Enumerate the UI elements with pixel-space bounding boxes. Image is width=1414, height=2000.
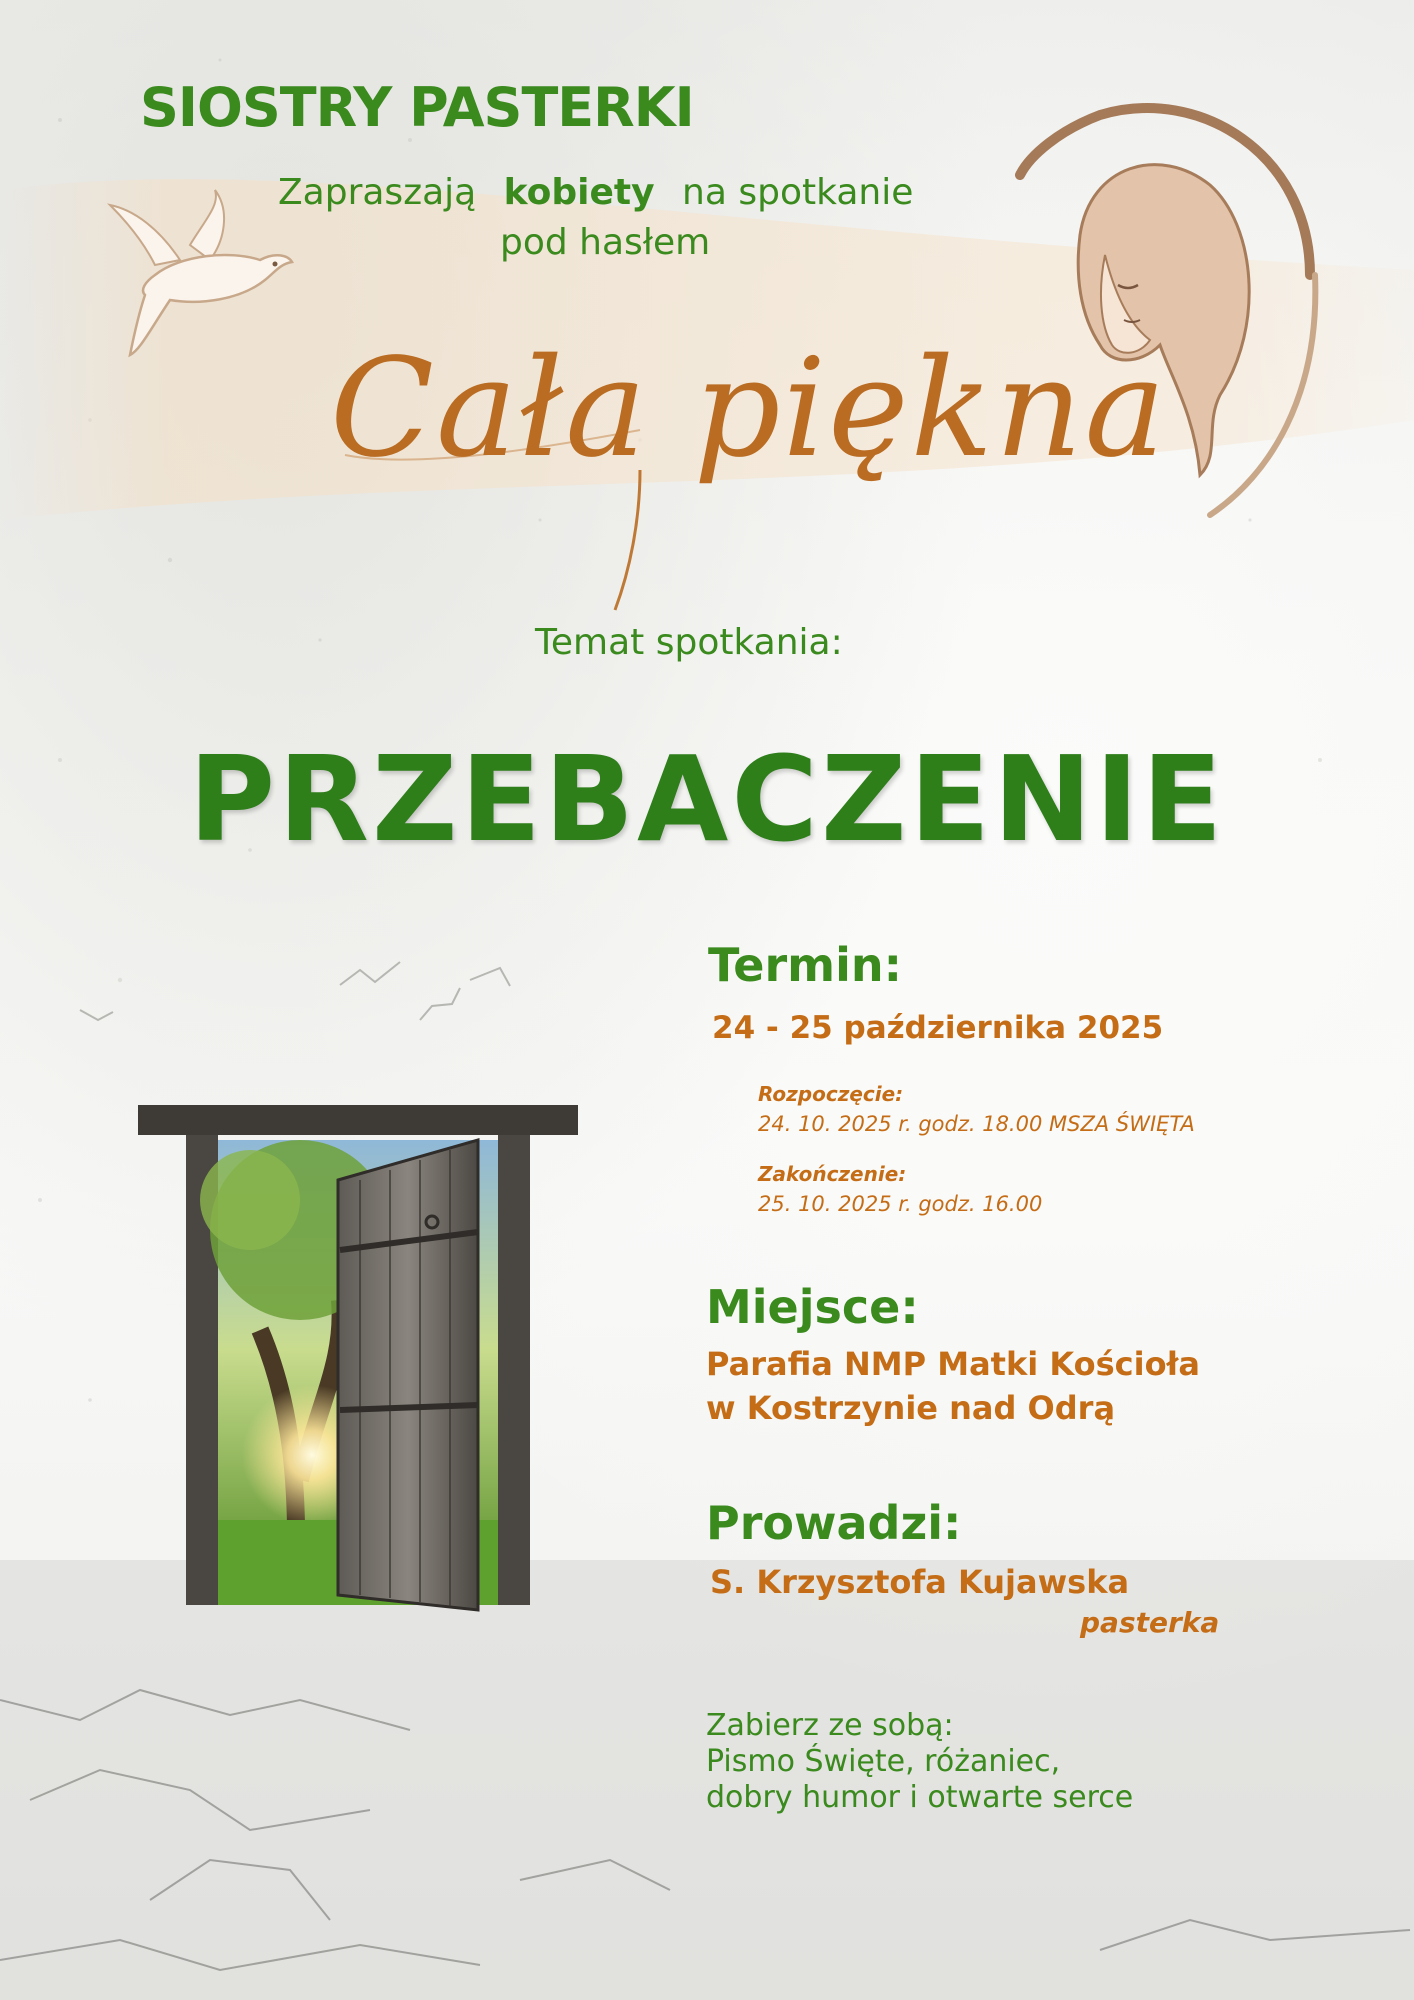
bring-line-2: Pismo Święte, różaniec, <box>706 1744 1061 1779</box>
invitation-prefix: Zapraszają <box>278 172 477 213</box>
topic-title: PRZEBACZENIE <box>188 730 1226 868</box>
motto-script-title: Cała piękna <box>330 330 1168 488</box>
term-heading: Termin: <box>708 938 902 992</box>
bring-line-1: Zabierz ze sobą: <box>706 1708 954 1743</box>
place-line-1: Parafia NMP Matki Kościoła <box>706 1345 1201 1383</box>
invitation-suffix: na spotkanie <box>682 172 914 213</box>
invitation-emphasis: kobiety <box>503 172 655 213</box>
place-line-2: w Kostrzynie nad Odrą <box>706 1389 1116 1427</box>
bring-list <box>706 1708 1133 1816</box>
start-label: Rozpoczęcie: <box>758 1082 904 1106</box>
place-heading: Miejsce: <box>706 1280 919 1334</box>
bring-line-3: dobry humor i otwarte serce <box>706 1780 1134 1815</box>
term-dates: 24 - 25 października 2025 <box>712 1010 1164 1046</box>
door-illustration <box>138 1105 578 1610</box>
leader-name: S. Krzysztofa Kujawska <box>710 1563 1130 1601</box>
leader-heading: Prowadzi: <box>706 1496 962 1550</box>
invitation-line-1 <box>278 172 913 213</box>
invitation-line-2: pod hasłem <box>500 222 711 263</box>
organization-title: SIOSTRY PASTERKI <box>140 76 694 139</box>
place-value <box>706 1342 1200 1430</box>
end-label: Zakończenie: <box>758 1162 907 1186</box>
end-value: 25. 10. 2025 r. godz. 16.00 <box>758 1192 1043 1216</box>
start-value: 24. 10. 2025 r. godz. 18.00 MSZA ŚWIĘTA <box>758 1112 1195 1136</box>
leader-role: pasterka <box>1080 1606 1220 1639</box>
topic-label: Temat spotkania: <box>535 622 843 663</box>
